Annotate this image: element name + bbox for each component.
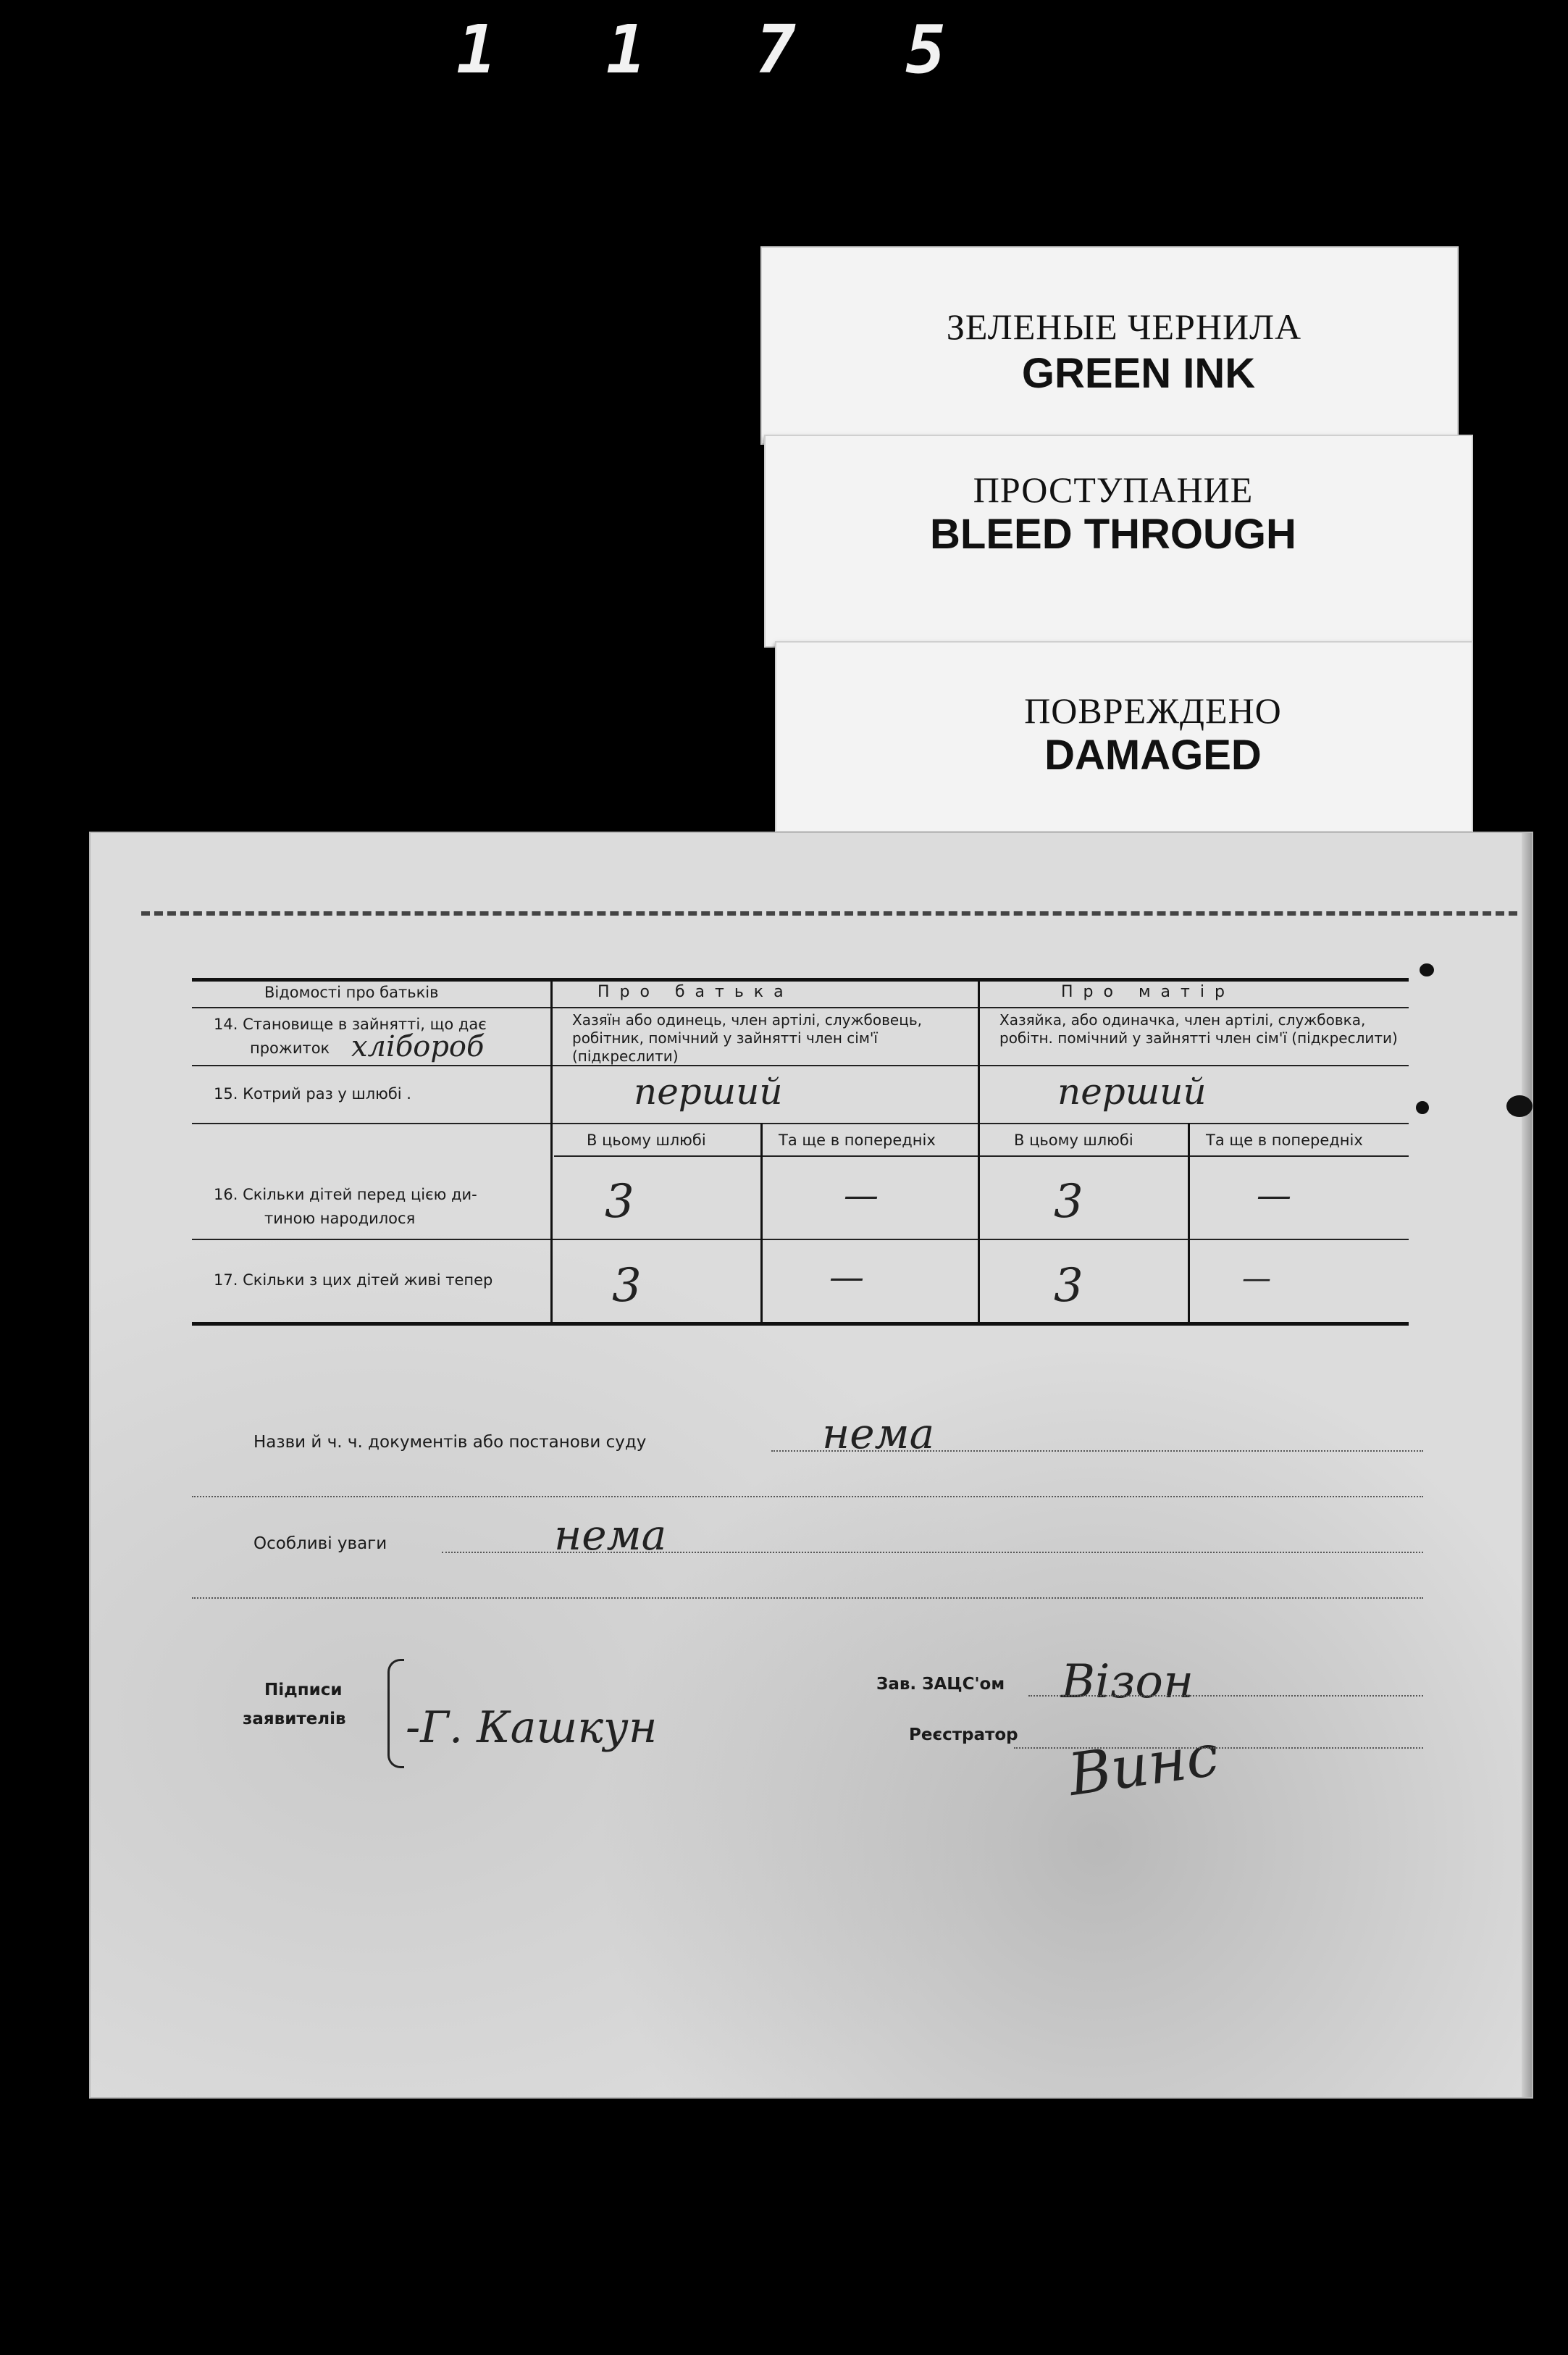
green-ink-ru: ЗЕЛЕНЫЕ ЧЕРНИЛА	[946, 306, 1302, 347]
table-col-rule	[760, 1123, 763, 1324]
head-line	[1028, 1695, 1423, 1697]
record-sheet	[91, 833, 1532, 2097]
row16-label-b: тиною народилося	[264, 1210, 416, 1227]
row17-label: 17. Скільки з цих дітей живі тепер	[214, 1271, 493, 1289]
binding-hole	[1416, 1101, 1429, 1114]
table-col-rule	[978, 978, 980, 1324]
damaged-card	[775, 641, 1473, 832]
remarks-line	[442, 1552, 1423, 1553]
table-rule	[192, 1322, 1409, 1326]
father-previous: Та ще в попередніх	[779, 1132, 936, 1149]
row17-mother-current: 3	[1054, 1259, 1083, 1313]
documents-line	[771, 1450, 1423, 1452]
row14-mother: Хазяйка, або одиначка, член артілі, службовка, робітн. помічний у зайнятті член сім'ї (підкреслити)	[999, 1011, 1398, 1047]
row16-father-current: 3	[605, 1175, 634, 1229]
row17-father-current: 3	[612, 1259, 642, 1313]
mother-previous: Та ще в попередніх	[1206, 1132, 1363, 1149]
signatures-brace	[387, 1659, 404, 1768]
row15-father-value: перший	[634, 1071, 783, 1113]
header-father: Про батька	[598, 983, 794, 1001]
row16-mother-current: 3	[1054, 1175, 1083, 1229]
row14-handwritten: хлібороб	[351, 1030, 485, 1063]
mother-this-marriage: В цьому шлюбі	[1014, 1132, 1133, 1149]
table-rule	[192, 978, 1409, 982]
remarks-value: нема	[554, 1510, 667, 1560]
table-col-rule	[550, 978, 553, 1324]
documents-value: нема	[822, 1409, 935, 1458]
table-rule	[554, 1155, 1409, 1157]
header-mother: Про матір	[1061, 983, 1235, 1001]
row14-label: 14. Становище в зайнятті, що дає	[214, 1016, 487, 1033]
registrar-line	[1014, 1747, 1423, 1749]
table-rule	[192, 1123, 1409, 1124]
documents-line-2	[192, 1496, 1423, 1497]
sheet-edge	[1522, 833, 1532, 2097]
bleed-through-ru: ПРОСТУПАНИЕ	[973, 469, 1254, 510]
documents-label: Назви й ч. ч. документів або постанови суду	[253, 1433, 647, 1452]
row16-label: 16. Скільки дітей перед цією ди-	[214, 1186, 477, 1203]
head-label: Зав. ЗАЦС'ом	[876, 1675, 1005, 1694]
row17-father-previous: —	[829, 1257, 864, 1297]
registrar-label: Реєстратор	[909, 1726, 1018, 1744]
table-rule	[192, 1239, 1409, 1240]
remarks-line-2	[192, 1597, 1423, 1599]
registrar-signature: Винс	[1064, 1720, 1223, 1810]
table-col-rule	[1188, 1123, 1190, 1324]
row16-father-previous: —	[844, 1175, 879, 1216]
row14-father: Хазяїн або одинець, член артілі, службовець, робітник, помічний у зайнятті член сім'ї (підкреслити)	[572, 1011, 922, 1065]
signatures-label: Підписи	[264, 1681, 343, 1699]
damaged-ru: ПОВРЕЖДЕНО	[1024, 690, 1282, 731]
bleed-through-en: BLEED THROUGH	[930, 511, 1296, 558]
row17-mother-previous: —	[1242, 1262, 1271, 1295]
table-rule	[192, 1007, 1409, 1008]
signatures-label-2: заявителів	[243, 1710, 346, 1728]
header-parents-info: Відомості про батьків	[264, 984, 439, 1001]
perforation-line	[141, 911, 1517, 916]
row16-mother-previous: —	[1257, 1175, 1291, 1216]
row14-label-b: прожиток	[250, 1040, 330, 1057]
head-signature: Візон	[1061, 1655, 1194, 1709]
binding-hole	[1420, 963, 1434, 976]
green-ink-en: GREEN INK	[1021, 350, 1256, 397]
green-ink-card	[760, 246, 1459, 445]
binding-hole	[1506, 1095, 1533, 1117]
bleed-through-card	[764, 435, 1473, 648]
parents-table	[192, 978, 1409, 1376]
father-this-marriage: В цьому шлюбі	[587, 1132, 706, 1149]
applicant-signature: -Г. Кашкун	[406, 1702, 658, 1753]
row15-label: 15. Котрий раз у шлюбі .	[214, 1085, 411, 1103]
frame-number: 1 1 7 5	[456, 11, 981, 88]
damaged-en: DAMAGED	[1044, 732, 1262, 779]
row15-mother-value: перший	[1057, 1071, 1207, 1113]
remarks-label: Особливі уваги	[253, 1534, 387, 1553]
